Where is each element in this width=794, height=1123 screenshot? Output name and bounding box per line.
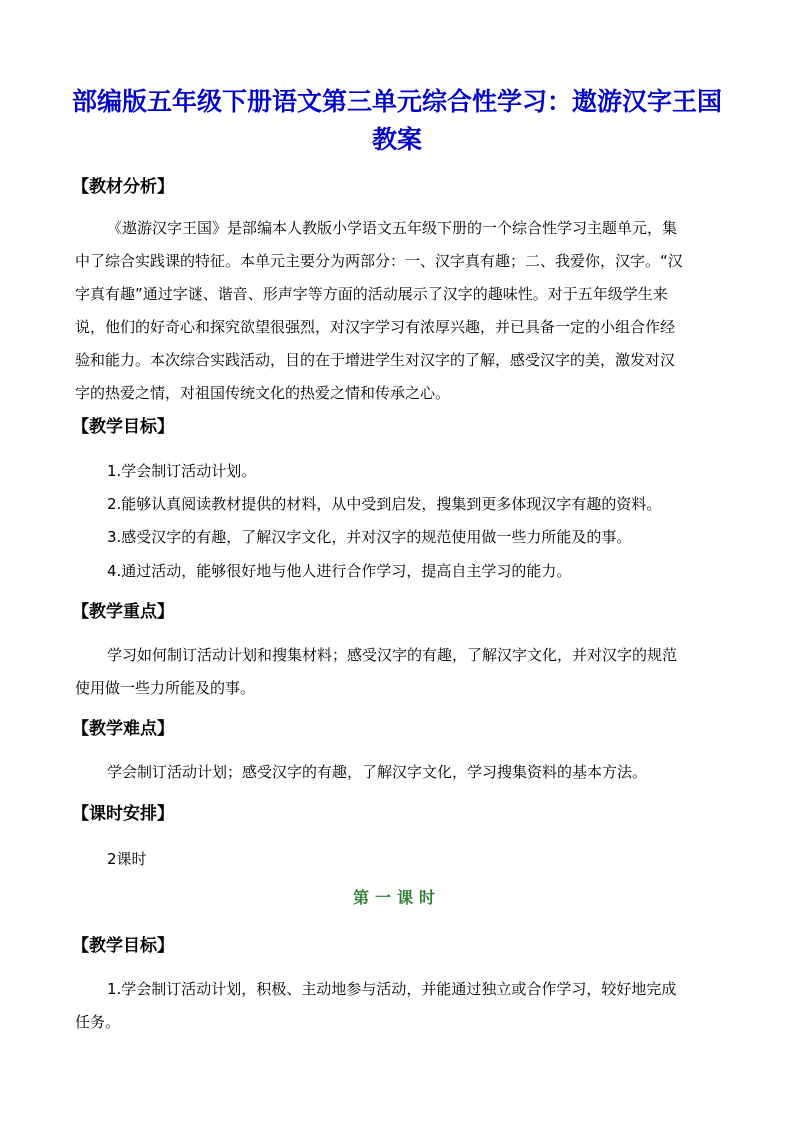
difficulties-line: 学会制订活动计划；感受汉字的有趣，了解汉字文化，学习搜集资料的基本方法。 — [107, 763, 648, 781]
analysis-line: 中了综合实践课的特征。本单元主要分为两部分：一、汉字真有趣；二、我爱你，汉字。“汉 — [75, 252, 683, 270]
lesson-one-label: 第一课时 — [352, 888, 441, 907]
objective-item: 4.通过活动，能够很好地与他人进行合作学习，提高自主学习的能力。 — [107, 562, 572, 580]
document-title-line-2: 教案 — [371, 125, 422, 154]
document-title-line-1: 部编版五年级下册语文第三单元综合性学习：遨游汉字王国 — [72, 87, 723, 116]
section-heading-schedule: 【课时安排】 — [72, 804, 174, 824]
section-heading-lesson-one-objectives: 【教学目标】 — [72, 936, 174, 956]
section-heading-key-points: 【教学重点】 — [72, 602, 174, 622]
analysis-line: 说，他们的好奇心和探究欲望很强烈，对汉字学习有浓厚兴趣，并已具备一定的小组合作经 — [75, 318, 676, 336]
lesson-one-objective-line: 任务。 — [75, 1013, 121, 1031]
analysis-line: 验和能力。本次综合实践活动，目的在于增进学生对汉字的了解，感受汉字的美，激发对汉 — [75, 351, 676, 369]
section-heading-difficulties: 【教学难点】 — [72, 719, 174, 739]
analysis-line: 字的热爱之情，对祖国传统文化的热爱之情和传承之心。 — [75, 384, 451, 402]
objective-item: 3.感受汉字的有趣，了解汉字文化，并对汉字的规范使用做一些力所能及的事。 — [107, 528, 632, 546]
analysis-line: 《遨游汉字王国》是部编本人教版小学语文五年级下册的一个综合性学习主题单元，集 — [107, 219, 678, 237]
key-points-line: 学习如何制订活动计划和搜集材料；感受汉字的有趣，了解汉字文化，并对汉字的规范 — [107, 646, 678, 664]
objective-item: 1.学会制订活动计划。 — [107, 462, 257, 480]
analysis-line: 字真有趣”通过字谜、谐音、形声字等方面的活动展示了汉字的趣味性。对于五年级学生来 — [75, 285, 668, 303]
section-heading-objectives: 【教学目标】 — [72, 417, 174, 437]
section-heading-analysis: 【教材分析】 — [72, 177, 174, 197]
lesson-one-objective-line: 1.学会制订活动计划，积极、主动地参与活动，并能通过独立或合作学习，较好地完成 — [107, 980, 677, 998]
objective-item: 2.能够认真阅读教材提供的材料，从中受到启发，搜集到更多体现汉字有趣的资料。 — [107, 495, 662, 513]
schedule-line: 2课时 — [107, 850, 147, 868]
key-points-line: 使用做一些力所能及的事。 — [75, 679, 256, 697]
